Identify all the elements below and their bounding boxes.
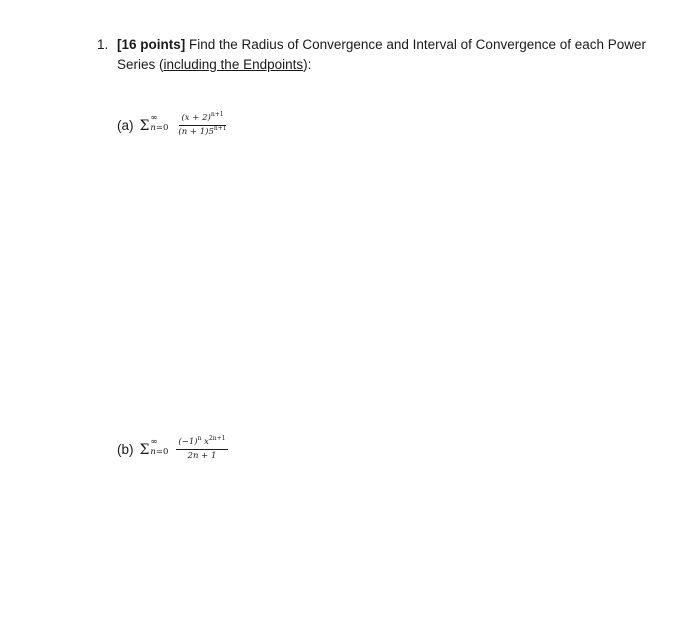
sigma-symbol: Σ <box>139 117 150 134</box>
lower-limit <box>150 448 168 457</box>
endpoints-note: including the Endpoints <box>163 57 304 72</box>
lower-limit-variable: n <box>150 447 156 457</box>
upper-limit: ∞ <box>150 113 158 123</box>
denominator-exponent: n+1 <box>213 125 227 132</box>
part-b-denominator <box>186 450 219 462</box>
numerator-base: (x + 2) <box>181 113 211 123</box>
sigma-symbol: Σ <box>139 441 150 458</box>
question-number: 1. <box>97 37 109 52</box>
question-text: Find the Radius of Convergence and Interval of Convergence of each Power Series ( <box>117 37 647 72</box>
denominator-base: (n + 1)5 <box>178 127 214 137</box>
part-a <box>117 113 229 138</box>
part-b-numerator <box>176 437 227 450</box>
numerator-variable-exponent: 2n+1 <box>208 435 226 442</box>
upper-limit: ∞ <box>150 437 158 447</box>
part-b-label: (b) <box>117 442 134 457</box>
lower-limit-value: =0 <box>155 447 169 457</box>
numerator-variable: x <box>201 437 209 447</box>
summation-limits <box>150 113 169 133</box>
part-b-summation <box>139 437 169 458</box>
question-points: [16 points] <box>117 37 186 52</box>
denominator-expression: 2n + 1 <box>187 451 217 461</box>
part-b-fraction <box>176 437 227 462</box>
numerator-sign-base: (−1) <box>178 437 198 447</box>
summation-limits <box>150 437 169 457</box>
question-text-end: ): <box>303 57 312 72</box>
numerator-exponent: n+1 <box>210 111 224 118</box>
numerator-sign-exponent: n <box>197 435 202 442</box>
part-a-fraction <box>176 113 228 138</box>
part-a-denominator <box>176 126 228 138</box>
lower-limit-value: =0 <box>155 123 169 133</box>
question-prompt <box>117 35 657 75</box>
part-a-label: (a) <box>117 118 134 133</box>
lower-limit <box>150 124 168 133</box>
lower-limit-variable: n <box>150 123 156 133</box>
part-b <box>117 437 228 462</box>
part-a-summation <box>139 113 169 134</box>
